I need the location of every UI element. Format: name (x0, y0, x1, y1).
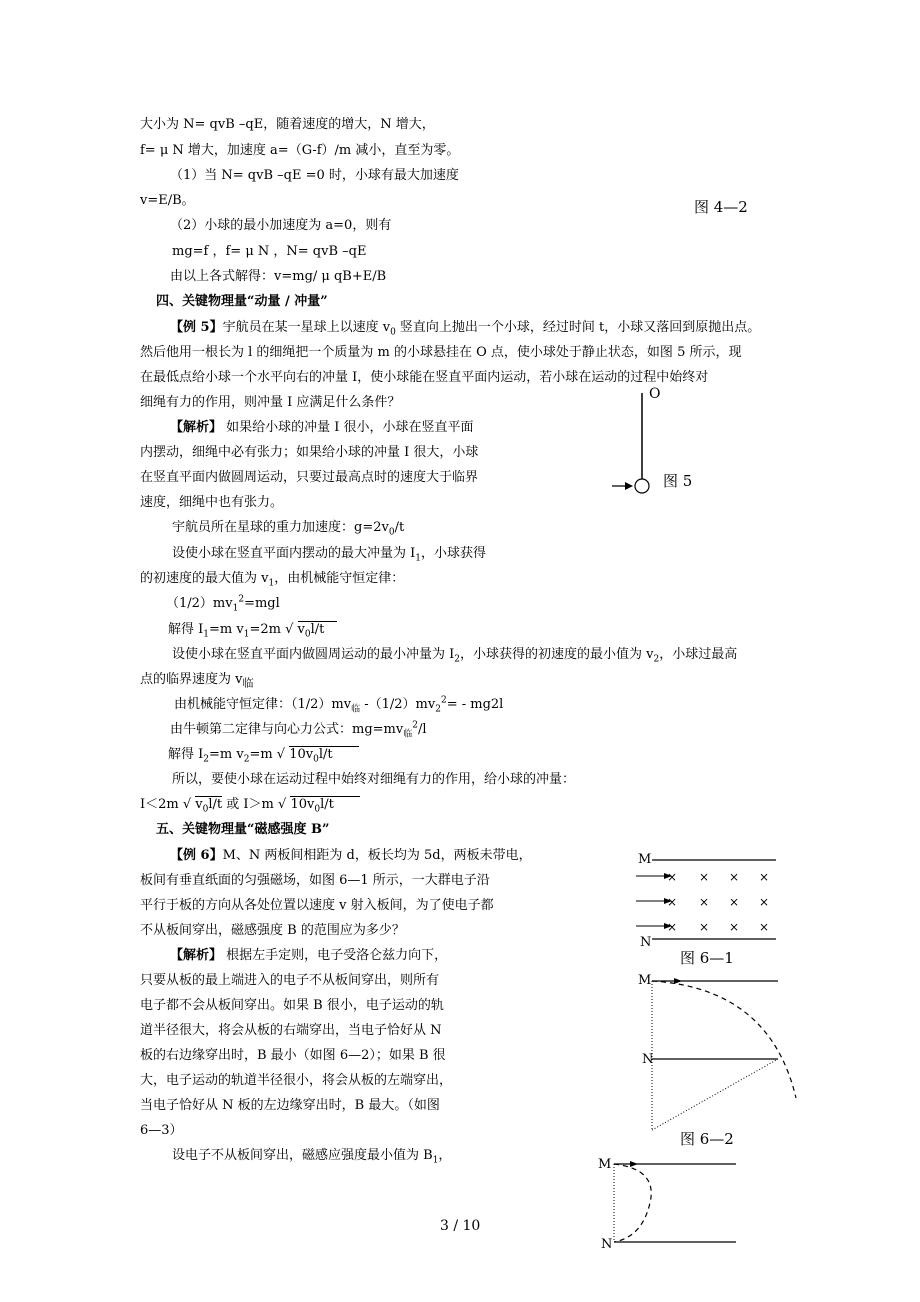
field-cross-icon: × (758, 870, 770, 884)
text-line: 内摆动，细绳中必有张力；如果给小球的冲量 I 很大，小球 (140, 445, 479, 460)
text-line (172, 1148, 451, 1164)
subscript: 2 (435, 704, 441, 715)
sqrt-content (289, 746, 358, 765)
text-line: 平行于板的方向从各处位置以速度 v 射入板间，为了使电子都 (140, 898, 494, 913)
text: 宇航员在某一星球上以速度 v (222, 320, 391, 335)
ball (635, 479, 649, 493)
text-line: 然后他用一根长为 l 的细绳把一个质量为 m 的小球悬挂在 O 点，使小球处于静止状态，如图 5 所示，现 (140, 345, 742, 360)
label-n: N (642, 1052, 654, 1067)
example-6-line (170, 848, 532, 864)
text: M、N 两板间相距为 d，板长均为 5d，两板未带电， (222, 848, 532, 863)
field-cross-icon: × (666, 870, 678, 884)
electron-trajectory (614, 1164, 651, 1242)
text: =m v (209, 747, 244, 762)
subscript: 2 (454, 654, 461, 665)
figure-caption-6-2: 图 6—2 (680, 1130, 734, 1148)
text-line: 大，电子运动的轨道半径很小，将会从板的左端穿出， (140, 1073, 453, 1088)
radius-line (652, 1059, 778, 1130)
text: l/t (320, 797, 334, 812)
text: 设使小球在竖直平面内摆动的最大冲量为 I (172, 546, 416, 561)
sqrt-content (297, 621, 338, 640)
page-number: 3 / 10 (440, 1218, 481, 1234)
text-line: 电子都不会从板间穿出。如果 B 很小，电子运动的轨 (140, 998, 444, 1013)
analysis-line (170, 948, 447, 964)
field-cross-icon: × (698, 920, 710, 934)
analysis-tag: 【解析】 (170, 948, 223, 963)
field-cross-icon: × (728, 895, 740, 909)
subscript: 2 (203, 754, 210, 765)
text: ，由机械能守恒定律： (274, 571, 405, 586)
figure-caption-5: 图 5 (663, 472, 693, 490)
superscript: 2 (238, 594, 245, 605)
section-heading-magnetic: 五、关键物理量“磁感强度 B” (156, 822, 330, 837)
subscript: 1 (268, 578, 275, 589)
superscript: 2 (412, 720, 418, 731)
text: 由牛顿第二定律与向心力公式：mg=mv (170, 722, 404, 737)
text-line (140, 672, 253, 688)
text: l/t (208, 797, 223, 812)
label-m: M (638, 973, 652, 988)
text: 或 I＞m √ (222, 797, 291, 812)
text: =2m √ (249, 622, 298, 637)
text-line (172, 647, 737, 663)
figure-6-2-large-radius (630, 970, 810, 1135)
subscript: 0 (304, 629, 311, 640)
label-m: M (638, 852, 652, 867)
equation-line (140, 797, 360, 813)
field-cross-icon: × (666, 895, 678, 909)
example-5-line (170, 320, 760, 336)
text: 宇航员所在星球的重力加速度：g=2v (172, 520, 389, 535)
text-line: 板间有垂直纸面的匀强磁场，如图 6—1 所示，一大群电子沿 (140, 873, 490, 888)
text: 竖直向上抛出一个小球，经过时间 t，小球又落回到原抛出点。 (395, 320, 761, 335)
figure-5-pendulum (600, 385, 720, 505)
field-cross-icon: × (728, 870, 740, 884)
analysis-tag: 【解析】 (170, 420, 223, 435)
text: v (297, 622, 305, 637)
text: 点的临界速度为 v (140, 672, 243, 687)
field-cross-icon: × (758, 895, 770, 909)
text: ，小球过最高 (659, 647, 738, 662)
equation-line (166, 596, 280, 612)
sqrt-content (195, 796, 223, 815)
equation-line (168, 747, 359, 763)
text: 根据左手定则，电子受洛仑兹力向下， (222, 948, 448, 963)
text-line (140, 571, 404, 587)
text: ，小球获得 (421, 546, 487, 561)
text: 解得 I (168, 622, 204, 637)
subscript: 1 (232, 603, 239, 614)
text: = - mg2l (446, 697, 504, 712)
sqrt-content (290, 796, 359, 815)
subscript: 0 (314, 804, 321, 815)
text: /l (417, 722, 427, 737)
text-line: （2）小球的最小加速度为 a=0，则有 (170, 218, 392, 233)
figure-6-1-magnetic-field (634, 850, 784, 950)
subscript: 1 (415, 553, 422, 564)
text: ， (438, 1148, 452, 1163)
text: ，小球获得的初速度的最小值为 v (460, 647, 654, 662)
arrow-head-icon (674, 978, 682, 984)
subscript: 1 (432, 1155, 439, 1166)
subscript: 0 (313, 754, 319, 765)
field-cross-icon: × (728, 920, 740, 934)
text: l/t (310, 622, 325, 637)
text-line: 道半径很大，将会从板的右端穿出，当电子恰好从 N (140, 1023, 442, 1038)
text: 10v (289, 747, 314, 762)
subscript: 0 (388, 527, 395, 538)
text: l/t (318, 747, 333, 762)
text-line: 细绳有力的作用，则冲量 I 应满足什么条件？ (140, 395, 401, 410)
text: 10v (290, 797, 315, 812)
figure-caption-4-2: 图 4—2 (694, 198, 748, 216)
text: =m √ (249, 747, 290, 762)
subscript: 0 (390, 327, 396, 338)
text: /t (394, 520, 405, 535)
text-line: 不从板间穿出，磁感强度 B 的范围应为多少？ (140, 923, 405, 938)
text-line: 大小为 N= qvB –qE，随着速度的增大，N 增大， (140, 117, 435, 132)
text-line: 当电子恰好从 N 板的左边缘穿出时，B 最大。（如图 (140, 1098, 440, 1113)
equation-line (170, 722, 427, 738)
text-line: 所以，要使小球在运动过程中始终对细绳有力的作用，给小球的冲量： (172, 772, 576, 787)
label-o: O (649, 386, 661, 402)
text-line (172, 520, 404, 536)
text-line: 板的右边缘穿出时，B 最小（如图 6—2）；如果 B 很 (140, 1048, 446, 1063)
field-cross-icon: × (698, 870, 710, 884)
subscript: 2 (653, 654, 660, 665)
text: =mgl (244, 596, 280, 611)
label-n: N (601, 1237, 613, 1252)
subscript: 2 (243, 754, 250, 765)
text: 设使小球在竖直平面内做圆周运动的最小冲量为 I (172, 647, 455, 662)
section-heading-momentum: 四、关键物理量“动量 / 冲量” (156, 294, 328, 309)
analysis-line (170, 420, 474, 436)
subscript: 临 (242, 676, 254, 690)
text: v (195, 797, 203, 812)
text-line: 只要从板的最上端进入的电子不从板间穿出，则所有 (140, 973, 440, 988)
text: I＜2m √ (140, 797, 196, 812)
text: 的初速度的最大值为 v (140, 571, 269, 586)
figure-6-3-small-radius (596, 1155, 746, 1255)
label-m: M (598, 1157, 612, 1172)
text-line: 速度，细绳中也有张力。 (140, 495, 284, 510)
text-line: 在最低点给小球一个水平向右的冲量 I，使小球能在竖直平面内运动，若小球在运动的过程中始终对 (140, 370, 709, 385)
arrow-head-icon (625, 482, 633, 490)
text-line: 6—3） (140, 1123, 183, 1138)
superscript: 2 (440, 695, 447, 706)
subscript: 1 (203, 629, 210, 640)
text: 设电子不从板间穿出，磁感应强度最小值为 B (172, 1148, 433, 1163)
text: =m v (209, 622, 244, 637)
subscript: 临 (403, 729, 413, 740)
text-line (172, 546, 486, 562)
text-line: （1）当 N= qvB –qE =0 时，小球有最大加速度 (170, 168, 459, 183)
field-cross-icon: × (758, 920, 770, 934)
text-line: 由以上各式解得：v=mg/ μ qB+E/B (170, 269, 387, 284)
subscript: 0 (202, 804, 209, 815)
electron-trajectory (652, 981, 796, 1098)
equation-line (174, 697, 503, 713)
text-line: mg=f ，f= μ N ，N= qvB –qE (172, 244, 367, 259)
field-cross-icon: × (698, 895, 710, 909)
example-6-tag: 【例 6】 (170, 848, 223, 863)
subscript: 临 (351, 704, 361, 715)
subscript: 1 (243, 629, 250, 640)
equation-line (168, 622, 337, 638)
example-5-tag: 【例 5】 (170, 320, 223, 335)
text: 解得 I (168, 747, 204, 762)
text-line: f= μ N 增大，加速度 a=（G-f）/m 减小，直至为零。 (140, 143, 460, 158)
label-n: N (640, 935, 652, 950)
text-line: 在竖直平面内做圆周运动，只要过最高点时的速度大于临界 (140, 470, 479, 485)
text: -（1/2）mv (360, 697, 436, 712)
arrow-head-icon (630, 1161, 638, 1167)
figure-caption-6-1: 图 6—1 (680, 949, 734, 967)
field-cross-icon: × (666, 920, 678, 934)
text: 如果给小球的冲量 I 很小，小球在竖直平面 (222, 420, 474, 435)
text: （1/2）mv (166, 596, 233, 611)
text-line: v=E/B。 (140, 193, 195, 208)
text: 由机械能守恒定律：（1/2）mv (174, 697, 352, 712)
